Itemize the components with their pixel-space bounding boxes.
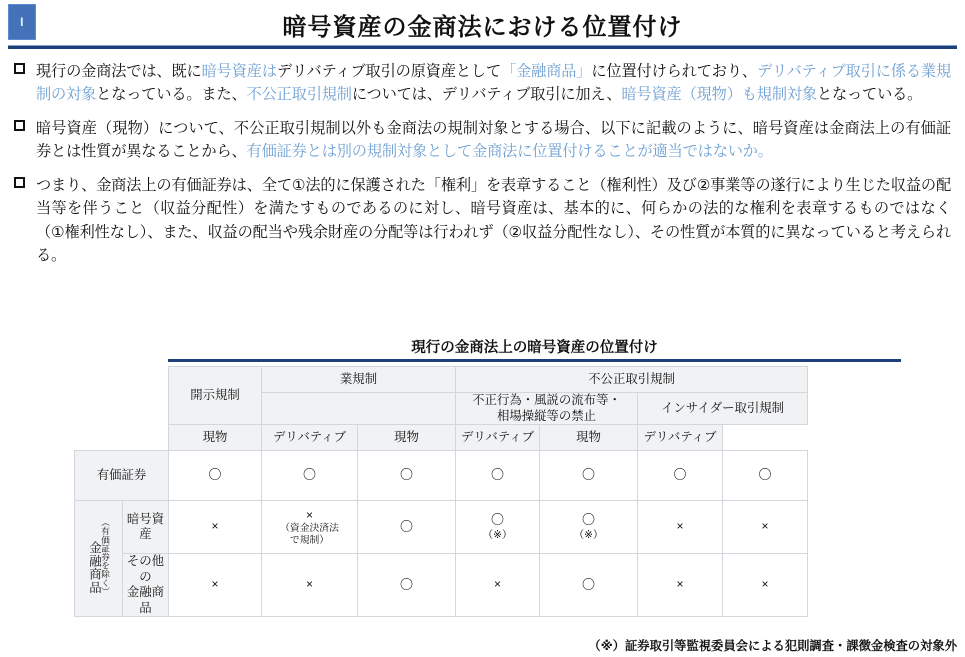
cell-r0c6 — [723, 451, 808, 501]
cell-mark: × — [305, 507, 313, 522]
bullet-item — [14, 174, 951, 266]
row-group-financial-products — [75, 501, 123, 617]
matrix-corner-blank — [75, 367, 169, 451]
col-header-unfair: 不公正取引規制 — [456, 367, 808, 393]
cell-r0c2 — [358, 451, 456, 501]
table-footnote: （※）証券取引等監視委員会による犯則調査・課徴金検査の対象外 — [588, 639, 957, 653]
bullet-list — [14, 60, 951, 278]
table-row — [75, 501, 808, 554]
cell-mark: 〇 — [400, 467, 414, 483]
cell-r1c3 — [456, 501, 540, 554]
row-group-label-main: 金融商品 — [87, 541, 102, 595]
cell-note: （※） — [482, 528, 513, 541]
cell-note: （※） — [573, 528, 604, 541]
cell-mark: 〇 — [400, 576, 414, 592]
matrix-title-divider — [168, 359, 901, 362]
cell-note-line1: （資金決済法 — [280, 523, 339, 534]
slide-header — [0, 0, 965, 48]
cell-mark: × — [761, 519, 769, 534]
cell-mark: × — [494, 577, 502, 592]
bullet-marker-icon — [14, 117, 36, 134]
sub-header-spot-2: 現物 — [358, 425, 456, 451]
page-title: 暗号資産の金商法における位置付け — [282, 14, 683, 41]
row-header-securities: 有価証券 — [75, 451, 169, 501]
cell-mark: 〇 — [582, 576, 596, 592]
col-header-unfair-a-line2: 相場操縦等の禁止 — [496, 408, 597, 423]
row-header-other-line2: 金融商品 — [126, 585, 165, 615]
col-header-unfair-a-line1: 不正行為・風説の流布等・ — [472, 393, 621, 407]
bullet-text-highlight: 暗号資産（現物）も規制対象 — [621, 86, 817, 104]
cell-mark: 〇 — [302, 467, 316, 483]
col-header-disclosure: 開示規制 — [169, 367, 262, 425]
cell-mark: × — [761, 577, 769, 592]
sub-header-spot-1: 現物 — [169, 425, 262, 451]
sub-header-spot-3: 現物 — [540, 425, 638, 451]
matrix-header-row-3 — [75, 425, 808, 451]
col-header-business-filler — [262, 393, 456, 425]
regulation-matrix-table — [74, 366, 808, 617]
cell-r2c6 — [723, 554, 808, 617]
section-badge: I — [8, 4, 36, 40]
cell-mark: 〇 — [673, 467, 687, 483]
col-header-unfair-b: インサイダー取引規制 — [638, 393, 808, 425]
cell-r1c4 — [540, 501, 638, 554]
row-group-label-sub: （有価証券を除く） — [100, 517, 111, 595]
matrix-title: 現行の金商法上の暗号資産の位置付け — [411, 340, 658, 356]
bullet-text-highlight: 「金融商品」 — [501, 63, 592, 80]
matrix-header-row-1 — [75, 367, 808, 393]
cell-r1c6 — [723, 501, 808, 554]
cell-mark: 〇 — [208, 467, 222, 483]
bullet-text-plain: つまり、金商法上の有価証券は、全て①法的に保護された「権利」を表章すること（権利性）及び②事業等の遂行により生じた収益の配当等を伴うこと（収益分配性）を満たすものであるのに対し、暗号資産は、基本的に、何らかの法的な権利を表章するものではなく（①権利性なし）、また、収益の配当や残余財産の分配等は行われず（②収益分配性なし）、その性質が本質的に異なっていると考えられる。 — [36, 177, 951, 264]
cell-note-line2: で規制） — [289, 534, 330, 546]
bullet-text-plain: 暗号資産（現物）について、不公正取引規制以外も金商法の規制対象とする場合、以下に記載のように、暗号資産は金商法上の有価証券とは性質が異なることから、 — [36, 120, 951, 161]
matrix-block — [87, 336, 901, 617]
sub-header-derivative-1: デリバティブ — [262, 425, 358, 451]
bullet-text-plain: に位置付けられており、 — [591, 63, 757, 80]
cell-r1c5 — [638, 501, 723, 554]
bullet-text-plain: となっている。 — [816, 86, 923, 104]
bullet-text-plain: 現行の金商法では、既に — [36, 63, 202, 80]
cell-mark: 〇 — [582, 512, 596, 528]
cell-mark: × — [676, 519, 684, 534]
col-header-unfair-a — [456, 393, 638, 425]
cell-mark: 〇 — [582, 467, 596, 483]
cell-mark: × — [676, 577, 684, 592]
cell-mark: 〇 — [758, 467, 772, 483]
cell-mark: 〇 — [491, 512, 505, 528]
col-header-business: 業規制 — [262, 367, 456, 393]
row-header-crypto: 暗号資産 — [123, 501, 169, 554]
bullet-item — [14, 117, 951, 163]
bullet-text-highlight: 不公正取引規制 — [246, 86, 352, 104]
cell-r1c2 — [358, 501, 456, 554]
sub-header-derivative-2: デリバティブ — [456, 425, 540, 451]
row-header-other-line1: その他の — [126, 554, 165, 584]
bullet-text-highlight: デリバティブ取引に係る業規制の対象 — [36, 63, 951, 104]
cell-mark: × — [305, 577, 313, 592]
title-divider — [8, 45, 957, 49]
bullet-marker-icon — [14, 60, 36, 77]
bullet-text-plain: となっている。また、 — [96, 86, 247, 104]
cell-r0c4 — [540, 451, 638, 501]
bullet-item — [14, 60, 951, 106]
bullet-text-2 — [36, 117, 951, 163]
cell-mark: 〇 — [491, 467, 505, 483]
cell-mark: × — [211, 577, 219, 592]
cell-mark: × — [211, 519, 219, 534]
cell-r0c0 — [169, 451, 262, 501]
bullet-text-1 — [36, 60, 951, 106]
cell-r1c0 — [169, 501, 262, 554]
bullet-text-plain: については、デリバティブ取引に加え、 — [351, 86, 622, 104]
cell-r0c3 — [456, 451, 540, 501]
cell-r2c0 — [169, 554, 262, 617]
bullet-text-highlight: 暗号資産は — [201, 63, 277, 80]
bullet-text-highlight: 有価証券とは別の規制対象として金商法に位置付けることが適当ではないか。 — [246, 143, 773, 161]
cell-r0c1 — [262, 451, 358, 501]
cell-r2c4 — [540, 554, 638, 617]
cell-r2c2 — [358, 554, 456, 617]
bullet-text-3 — [36, 174, 951, 266]
sub-header-derivative-3: デリバティブ — [638, 425, 723, 451]
bullet-marker-icon — [14, 174, 36, 191]
cell-r2c1 — [262, 554, 358, 617]
cell-mark: 〇 — [400, 518, 414, 534]
cell-r2c3 — [456, 554, 540, 617]
row-header-other-products — [123, 554, 169, 617]
table-row — [75, 554, 808, 617]
cell-r1c1 — [262, 501, 358, 554]
table-row — [75, 451, 808, 501]
cell-r2c5 — [638, 554, 723, 617]
cell-r0c5 — [638, 451, 723, 501]
bullet-text-plain: デリバティブ取引の原資産として — [276, 63, 502, 80]
